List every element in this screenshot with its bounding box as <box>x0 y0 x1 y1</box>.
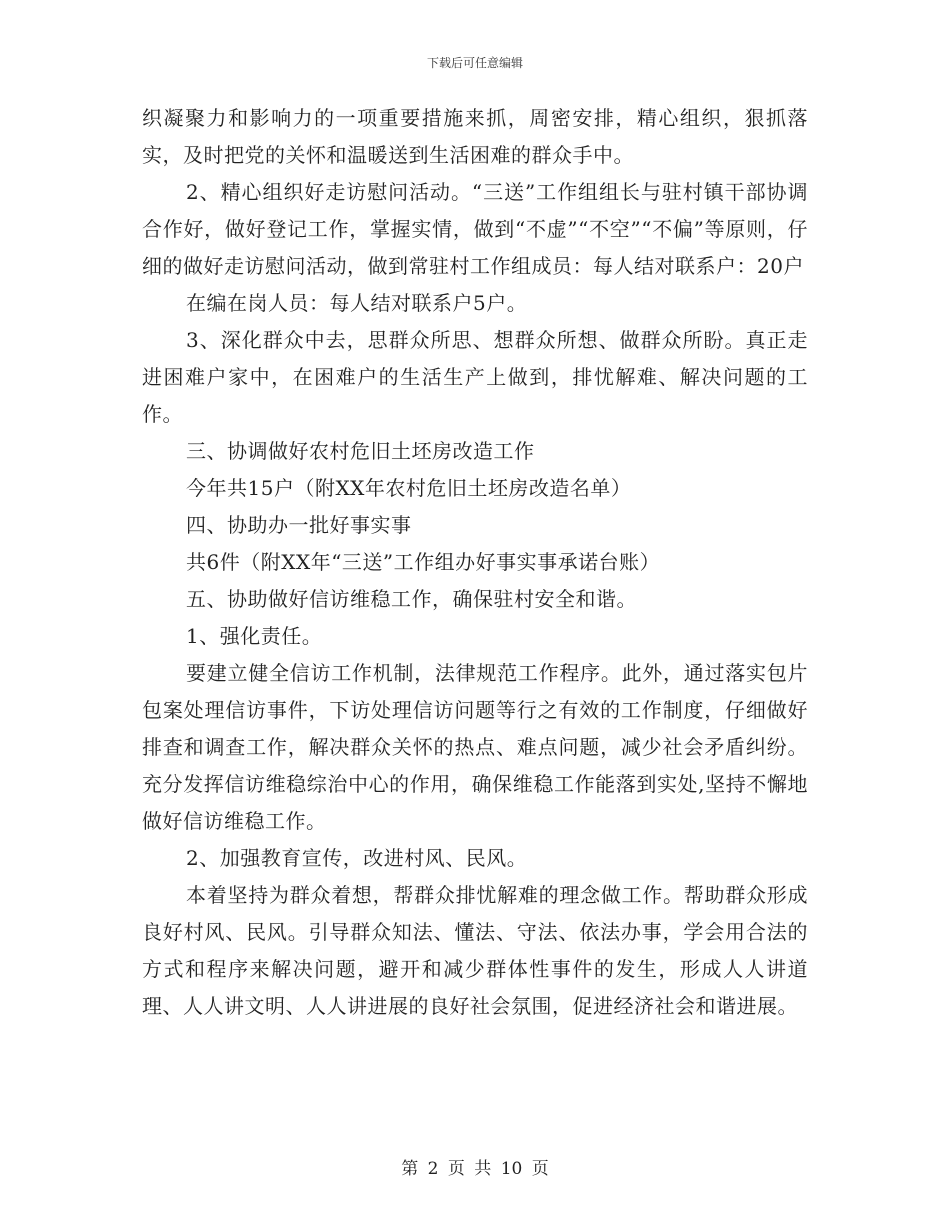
section-heading: 五、协助做好信访维稳工作，确保驻村安全和谐。 <box>186 587 637 611</box>
subheading: 1、强化责任。 <box>186 624 323 648</box>
paragraph: 2、精心组织好走访慰问活动。“三送”工作组组长与驻村镇干部协调合作好，做好登记工作，掌握实情，做到“不虚”“不空”“不偏”等原则，仔细的做好走访慰问活动，做到常驻村工作组成员：每人结对联系户：20户 <box>142 180 808 278</box>
section-heading: 三、协调做好农村危旧土坯房改造工作 <box>186 439 535 463</box>
page-header: 下载后可任意编辑 <box>426 56 523 70</box>
paragraph: 共6件（附XX年“三送”工作组办好事实事承诺台账） <box>186 550 661 574</box>
paragraph: 要建立健全信访工作机制，法律规范工作程序。此外，通过落实包片包案处理信访事件，下访处理信访问题等行之有效的工作制度，仔细做好排查和调查工作，解决群众关怀的热点、难点问题，减少社会矛盾纠纷。充分发挥信访维稳综治中心的作用，确保维稳工作能落到实处,坚持不懈地做好信访维稳工作。 <box>142 661 808 833</box>
paragraph: 织凝聚力和影响力的一项重要措施来抓，周密安排，精心组织，狠抓落实，及时把党的关怀和温暖送到生活困难的群众手中。 <box>142 106 808 167</box>
paragraph: 在编在岗人员：每人结对联系户5户。 <box>186 291 528 315</box>
document-body <box>142 100 808 1025</box>
paragraph: 今年共15户（附XX年农村危旧土坯房改造名单） <box>186 476 632 500</box>
page-number: 第 2 页 共 10 页 <box>401 1159 549 1179</box>
paragraph: 本着坚持为群众着想，帮群众排忧解难的理念做工作。帮助群众形成良好村风、民风。引导群众知法、懂法、守法、依法办事，学会用合法的方式和程序来解决问题，避开和减少群体性事件的发生，形成人人讲道理、人人讲文明、人人讲进展的良好社会氛围，促进经济社会和谐进展。 <box>142 883 808 1018</box>
subheading: 2、加强教育宣传，改进村风、民风。 <box>186 846 528 870</box>
paragraph: 3、深化群众中去，思群众所思、想群众所想、做群众所盼。真正走进困难户家中，在困难户的生活生产上做到，排忧解难、解决问题的工作。 <box>142 328 808 426</box>
section-heading: 四、协助办一批好事实事 <box>186 513 412 537</box>
